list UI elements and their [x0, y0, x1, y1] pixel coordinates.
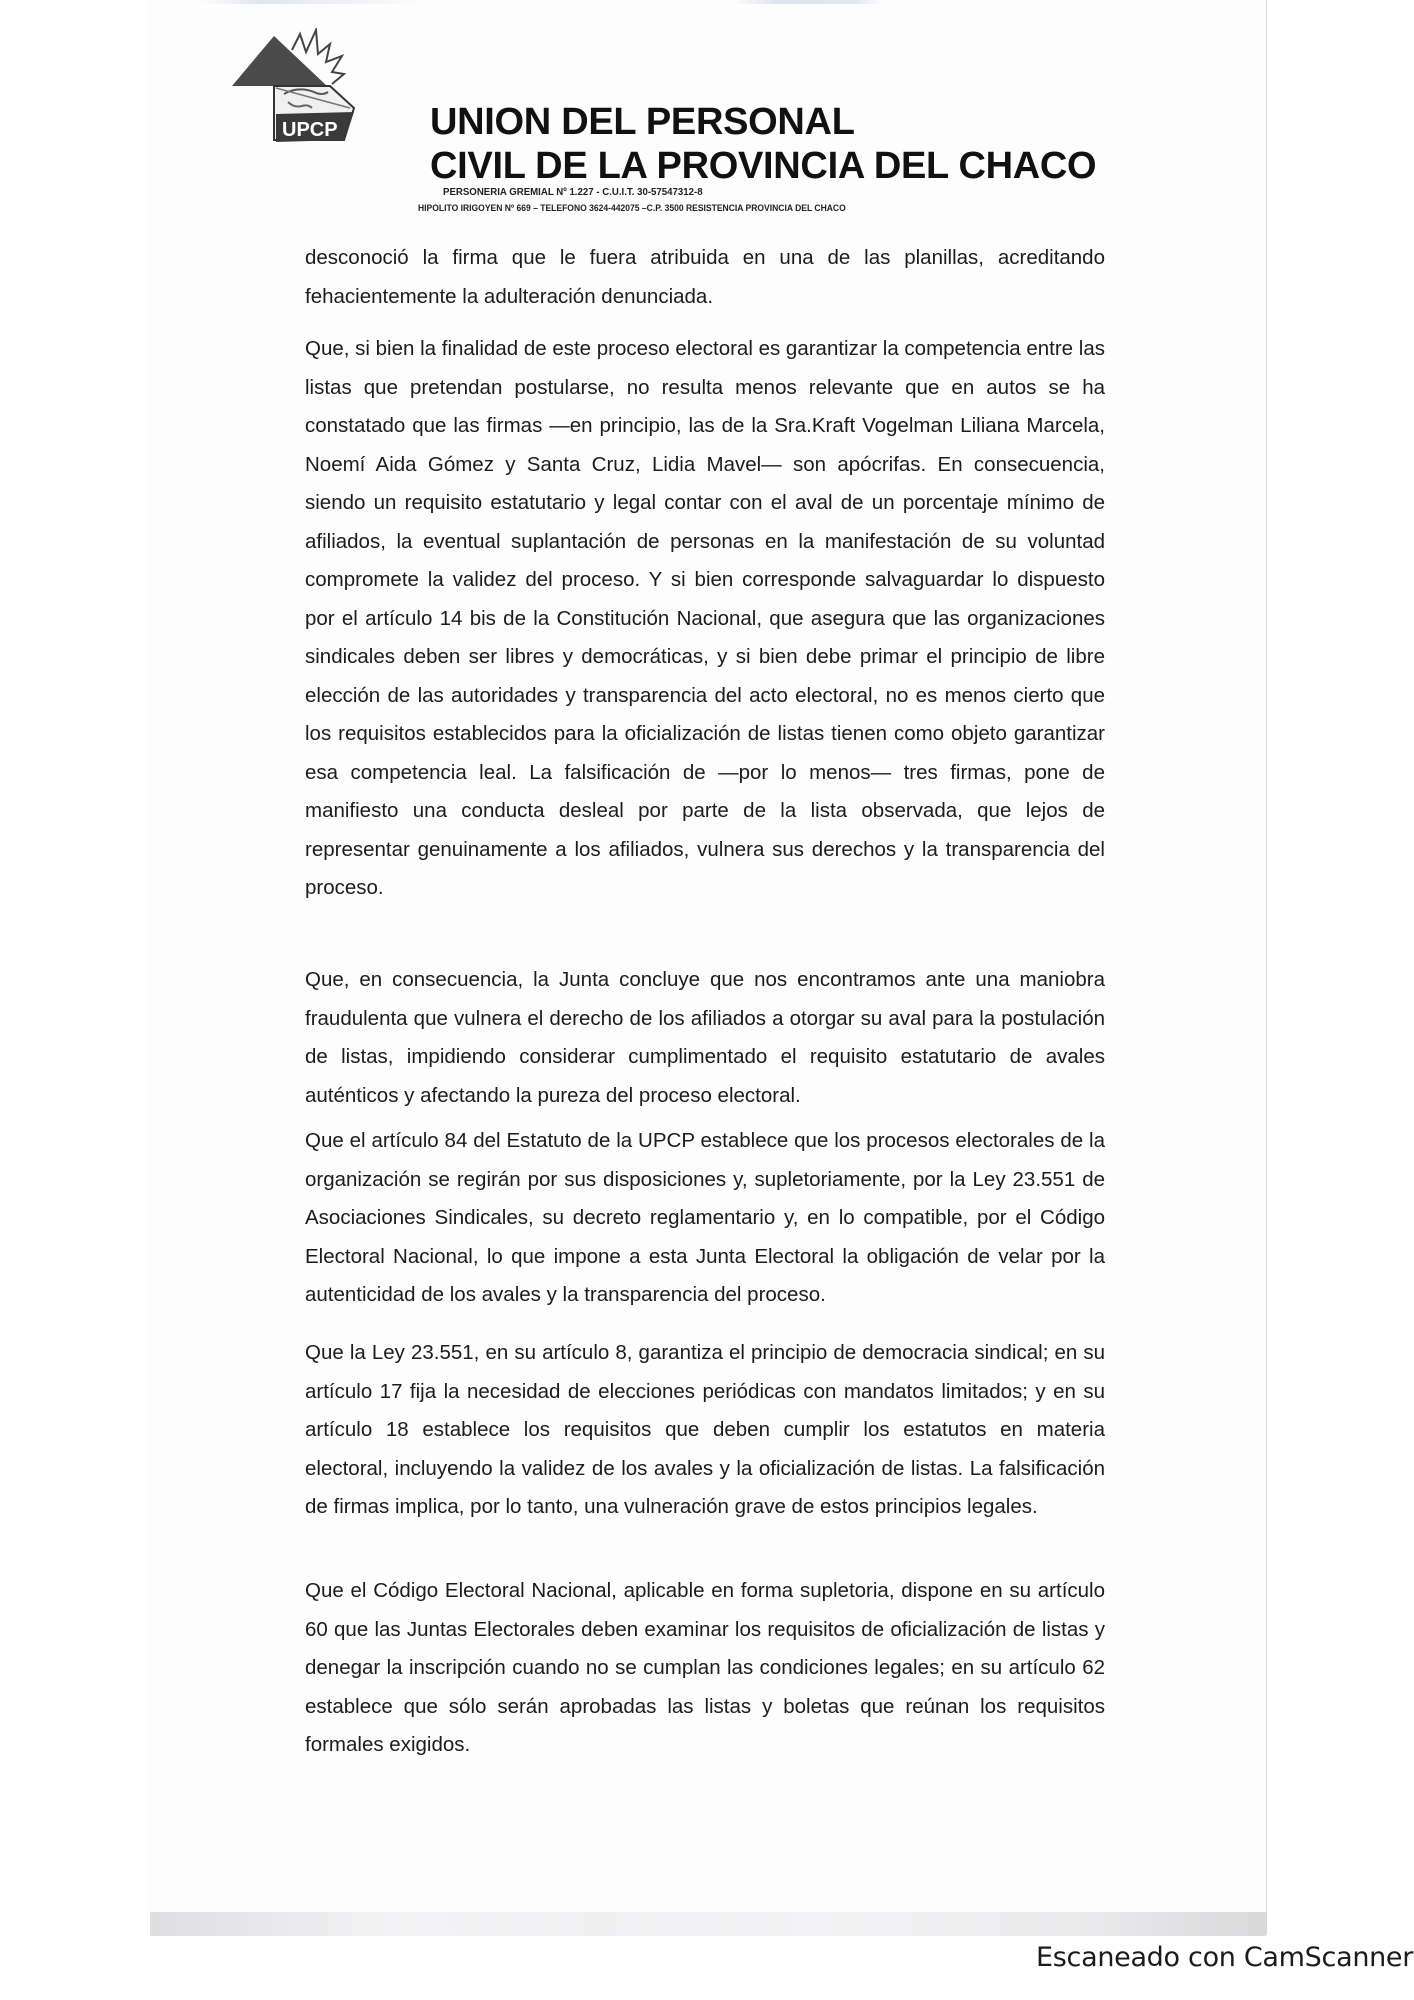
scan-top-edge [200, 0, 960, 4]
org-address: HIPOLITO IRIGOYEN Nº 669 – TELEFONO 3624-442075 –C.P. 3500 RESISTENCIA PROVINCIA DEL CHACO [418, 203, 846, 214]
paragraph-2 [305, 330, 1105, 908]
logo-text: UPCP [282, 119, 338, 141]
paragraph-3 [305, 961, 1105, 1115]
paragraph-text: desconoció la firma que le fuera atribuida en una de las planillas, acreditando fehacientemente la adulteración denunciada. [305, 246, 1105, 308]
paragraph-text: Que el artículo 84 del Estatuto de la UPCP establece que los procesos electorales de la organización se regirán por sus disposiciones y, supletoriamente, por la Ley 23.551 de Asociaciones Sindicales, su decreto reglamentario y, en lo compatible, por el Código Electoral Nacional, lo que impone a esta Junta Electoral la obligación de velar por la autenticidad de los avales y la transparencia del proceso. [305, 1129, 1105, 1306]
org-title-line1: UNION DEL PERSONAL [430, 101, 855, 143]
paragraph-text: Que la Ley 23.551, en su artículo 8, garantiza el principio de democracia sindical; en su artículo 17 fija la necesidad de elecciones periódicas con mandatos limitados; y en su artículo 18 establece los requisitos que deben cumplir los estatutos en materia electoral, incluyendo la validez de los avales y la oficialización de listas. La falsificación de firmas implica, por lo tanto, una vulneración grave de estos principios legales. [305, 1341, 1105, 1518]
paragraph-text: Que el Código Electoral Nacional, aplicable en forma supletoria, dispone en su artículo 60 que las Juntas Electorales deben examinar los requisitos de oficialización de listas y denegar la inscripción cuando no se cumplan las condiciones legales; en su artículo 62 establece que sólo serán aprobadas las listas y boletas que reúnan los requisitos formales exigidos. [305, 1579, 1105, 1756]
paragraph-4 [305, 1122, 1105, 1315]
upcp-logo [232, 28, 382, 146]
paragraph-6 [305, 1572, 1105, 1765]
upcp-logo-icon [232, 28, 382, 146]
org-registration: PERSONERIA GREMIAL Nº 1.227 - C.U.I.T. 30-57547312-8 [443, 186, 703, 198]
paragraph-1 [305, 239, 1105, 316]
paragraph-text: Que, en consecuencia, la Junta concluye que nos encontramos ante una maniobra fraudulenta que vulnera el derecho de los afiliados a otorgar su aval para la postulación de listas, impidiendo considerar cumplimentado el requisito estatutario de avales auténticos y afectando la pureza del proceso electoral. [305, 968, 1105, 1107]
organization-name [430, 100, 1096, 188]
org-title-line2: CIVIL DE LA PROVINCIA DEL CHACO [430, 145, 1097, 187]
camscanner-watermark: Escaneado con CamScanner [1036, 1942, 1414, 1973]
scan-bottom-edge [150, 1912, 1266, 1936]
paragraph-text: Que, si bien la finalidad de este proceso electoral es garantizar la competencia entre las listas que pretendan postularse, no resulta menos relevante que en autos se ha constatado que las firmas —en principio, las de la Sra.Kraft Vogelman Liliana Marcela, Noemí Aida Gómez y Santa Cruz, Lidia Mavel— son apócrifas. En consecuencia, siendo un requisito estatutario y legal contar con el aval de un porcentaje mínimo de afiliados, la eventual suplantación de personas en la manifestación de su voluntad compromete la validez del proceso. Y si bien corresponde salvaguardar lo dispuesto por el artículo 14 bis de la Constitución Nacional, que asegura que las organizaciones sindicales deben ser libres y democráticas, y si bien debe primar el principio de libre elección de las autoridades y transparencia del acto electoral, no es menos cierto que los requisitos establecidos para la oficialización de listas tienen como objeto garantizar esa competencia leal. La falsificación de —por lo menos— tres firmas, pone de manifiesto una conducta desleal por parte de la lista observada, que lejos de representar genuinamente a los afiliados, vulnera sus derechos y la transparencia del proceso. [305, 337, 1105, 899]
paragraph-5 [305, 1334, 1105, 1527]
